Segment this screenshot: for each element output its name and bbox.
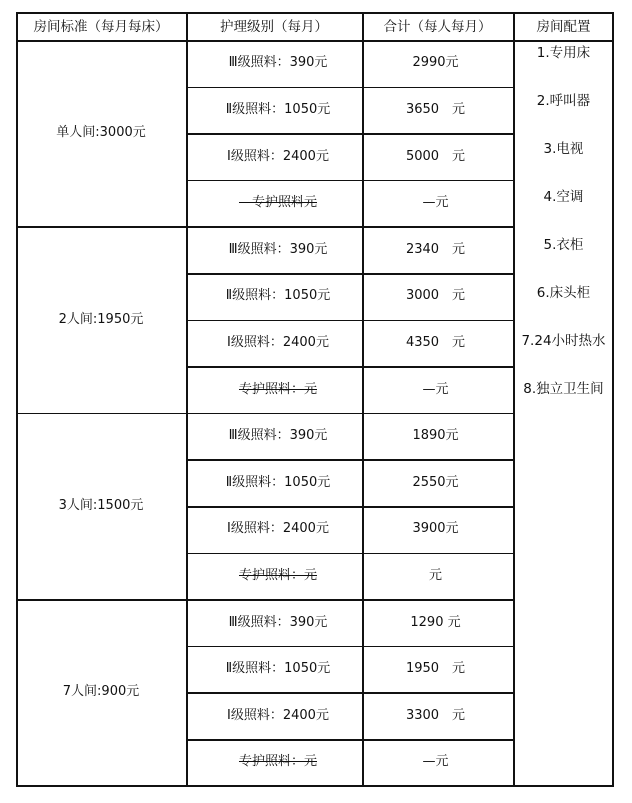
total-price-cell: —元 xyxy=(422,754,449,770)
column-divider xyxy=(362,12,364,787)
total-price-cell: 3650 元 xyxy=(405,101,466,117)
row-divider xyxy=(186,87,513,89)
total-price-cell: 1890元 xyxy=(412,428,459,444)
room-type-label: 2人间:1950元 xyxy=(58,311,144,327)
header-total: 合计（每人每月） xyxy=(383,19,492,35)
total-price-cell: 3300 元 xyxy=(405,707,466,723)
header-room-config: 房间配置 xyxy=(536,19,591,35)
total-price-cell: 3000 元 xyxy=(405,288,466,304)
amenity-item: 3.电视 xyxy=(543,141,584,157)
room-type-label: 单人间:3000元 xyxy=(56,125,146,141)
row-divider xyxy=(186,180,513,182)
room-type-label: 3人间:1500元 xyxy=(58,498,144,513)
care-level-cell: Ⅰ级照料：2400元 xyxy=(227,521,329,537)
amenity-item: 7.24小时热水 xyxy=(521,333,606,349)
total-price-cell: 2340 元 xyxy=(405,241,466,257)
total-price-cell: —元 xyxy=(422,195,449,211)
total-price-cell: 5000 元 xyxy=(405,148,466,164)
care-level-cell: 专护照料：元 xyxy=(238,381,318,397)
column-divider xyxy=(513,12,515,787)
care-level-cell: Ⅱ级照料：1050元 xyxy=(225,288,331,304)
care-level-cell: Ⅱ级照料：1050元 xyxy=(225,101,331,117)
amenity-item: 5.衣柜 xyxy=(543,237,584,253)
amenity-item: 8.独立卫生间 xyxy=(523,381,604,397)
column-divider xyxy=(186,12,188,787)
amenity-item: 2.呼叫器 xyxy=(536,93,591,109)
group-divider xyxy=(16,413,513,415)
header-care-level: 护理级别（每月） xyxy=(220,19,328,35)
care-level-cell: Ⅲ级照料：390元 xyxy=(228,55,328,71)
row-divider xyxy=(186,739,513,741)
care-level-cell: 专护照料：元 xyxy=(238,567,318,583)
total-price-cell: 1290 元 xyxy=(410,614,461,630)
care-level-cell: Ⅲ级照料：390元 xyxy=(228,428,328,444)
amenity-item: 4.空调 xyxy=(543,189,584,205)
care-level-cell: 专护照料：元 xyxy=(238,754,318,770)
amenity-item: 1.专用床 xyxy=(536,45,591,61)
row-divider xyxy=(186,366,513,368)
care-level-cell: Ⅲ级照料：390元 xyxy=(228,241,328,257)
row-divider xyxy=(186,692,513,694)
row-divider xyxy=(186,553,513,555)
care-level-cell: —专护照料元 xyxy=(238,195,318,211)
total-price-cell: —元 xyxy=(422,381,449,397)
room-type-label: 7人间:900元 xyxy=(62,684,140,700)
group-divider xyxy=(16,226,513,228)
total-price-cell: 2990元 xyxy=(412,55,459,71)
row-divider xyxy=(186,133,513,135)
header-divider xyxy=(16,40,614,42)
care-level-cell: Ⅲ级照料：390元 xyxy=(228,614,328,630)
group-divider xyxy=(16,599,513,601)
total-price-cell: 元 xyxy=(428,567,443,583)
row-divider xyxy=(186,459,513,461)
care-level-cell: Ⅱ级照料：1050元 xyxy=(225,661,331,677)
care-level-cell: Ⅱ级照料：1050元 xyxy=(225,474,331,490)
row-divider xyxy=(186,320,513,322)
total-price-cell: 4350 元 xyxy=(405,334,466,350)
total-price-cell: 3900元 xyxy=(412,521,459,537)
row-divider xyxy=(186,646,513,648)
care-level-cell: Ⅰ级照料：2400元 xyxy=(227,707,329,723)
total-price-cell: 2550元 xyxy=(412,474,459,490)
amenity-item: 6.床头柜 xyxy=(536,285,591,301)
care-level-cell: Ⅰ级照料：2400元 xyxy=(227,334,329,350)
row-divider xyxy=(186,273,513,275)
header-room-standard: 房间标准（每月每床） xyxy=(33,19,169,35)
care-level-cell: Ⅰ级照料：2400元 xyxy=(227,148,329,164)
total-price-cell: 1950 元 xyxy=(405,661,466,677)
row-divider xyxy=(186,506,513,508)
